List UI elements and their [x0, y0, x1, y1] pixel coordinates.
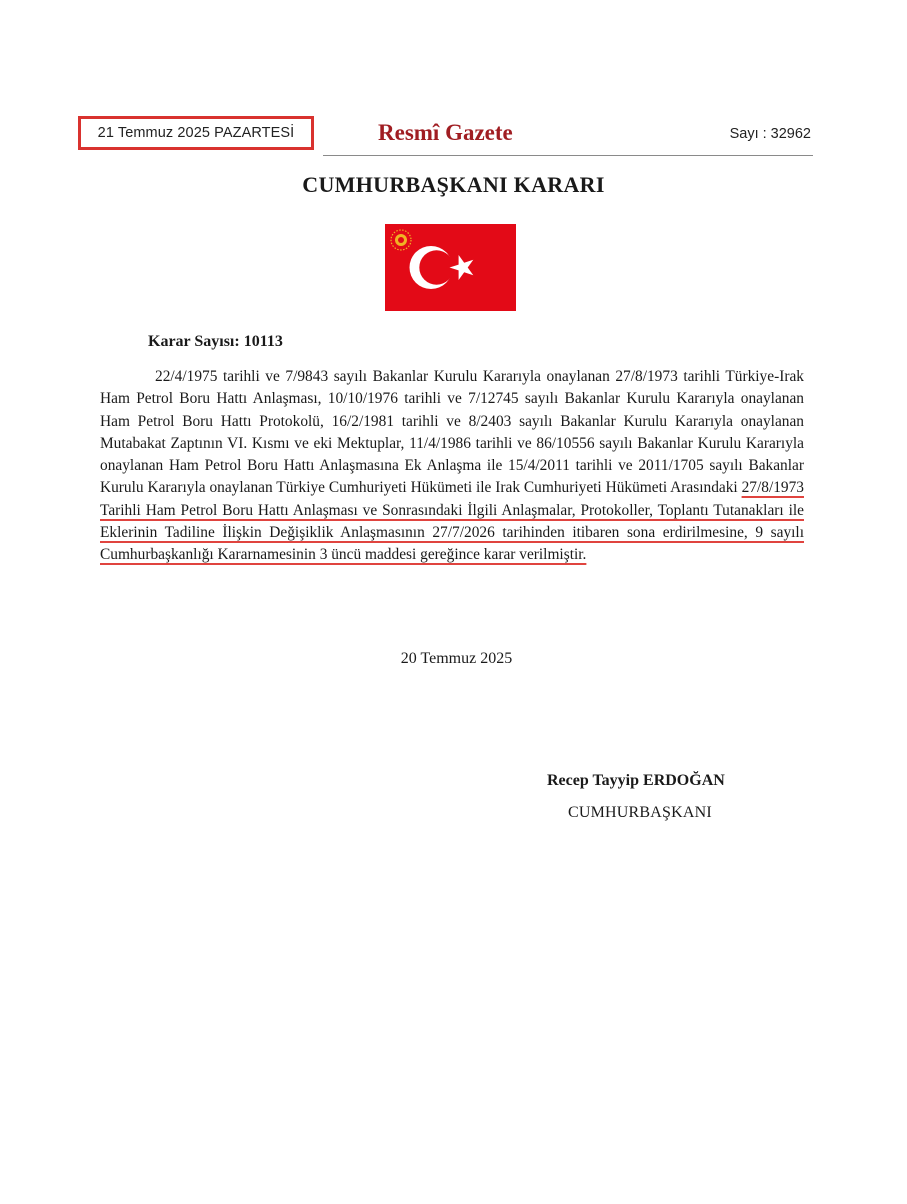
decree-date-text: 20 Temmuz 2025 — [400, 650, 513, 667]
header-divider — [323, 155, 813, 156]
signatory-name: Recep Tayyip ERDOĞAN — [547, 772, 725, 789]
gazette-header — [78, 116, 813, 160]
turkish-flag-icon — [385, 224, 516, 311]
flag-crescent-inner — [419, 250, 453, 284]
header-date: 21 Temmuz 2025 PAZARTESİ — [78, 116, 314, 150]
decree-heading: CUMHURBAŞKANI KARARI — [302, 172, 605, 197]
decree-body — [100, 366, 804, 567]
issue-number: Sayı : 32962 — [729, 126, 811, 142]
gazette-title: Resmî Gazete — [378, 120, 513, 145]
decree-body-text: 22/4/1975 tarihli ve 7/9843 sayılı Bakanlar Kurulu Kararıyla onaylanan 27/8/1973 tarihli Türkiye-Irak Ham Petrol Boru Hattı Anlaşması, 10/10/1976 tarihli ve 7/12745 sayılı Bakanlar Kurulu Kararıyla onaylanan Ham Petrol Boru Hattı Protokolü, 16/2/1981 tarihli ve 8/2403 sayılı Bakanlar Kurulu Kararıyla onaylanan Mutabakat Zaptının VI. Kısmı ve eki Mektuplar, 11/4/1986 tarihli ve 86/10556 sayılı Bakanlar Kurulu Kararıyla onaylanan Ham Petrol Boru Hattı Anlaşmasına Ek Anlaşma ile 15/4/2011 tarihli ve 2011/1705 sayılı Bakanlar Kurulu Kararıyla onaylanan Türkiye Cumhuriyeti Hükümeti ile Irak Cumhuriyeti Hükümeti Arasındaki — [100, 368, 804, 497]
decision-number: Karar Sayısı: 10113 — [148, 333, 283, 350]
decree-body-highlighted: 27/8/1973 Tarihli Ham Petrol Boru Hattı Anlaşması ve Sonrasındaki İlgili Anlaşmalar, Protokoller, Toplantı Tutanakları ile Eklerinin Tadiline İlişkin Değişiklik Anlaşmasının 27/7/2026 tarihinden itibaren sona erdirilmesine, 9 sayılı Cumhurbaşkanlığı Kararnamesinin 3 üncü maddesi gereğince karar verilmiştir. — [100, 479, 804, 564]
signatory-title: CUMHURBAŞKANI — [568, 804, 712, 821]
decree-date — [0, 650, 907, 668]
